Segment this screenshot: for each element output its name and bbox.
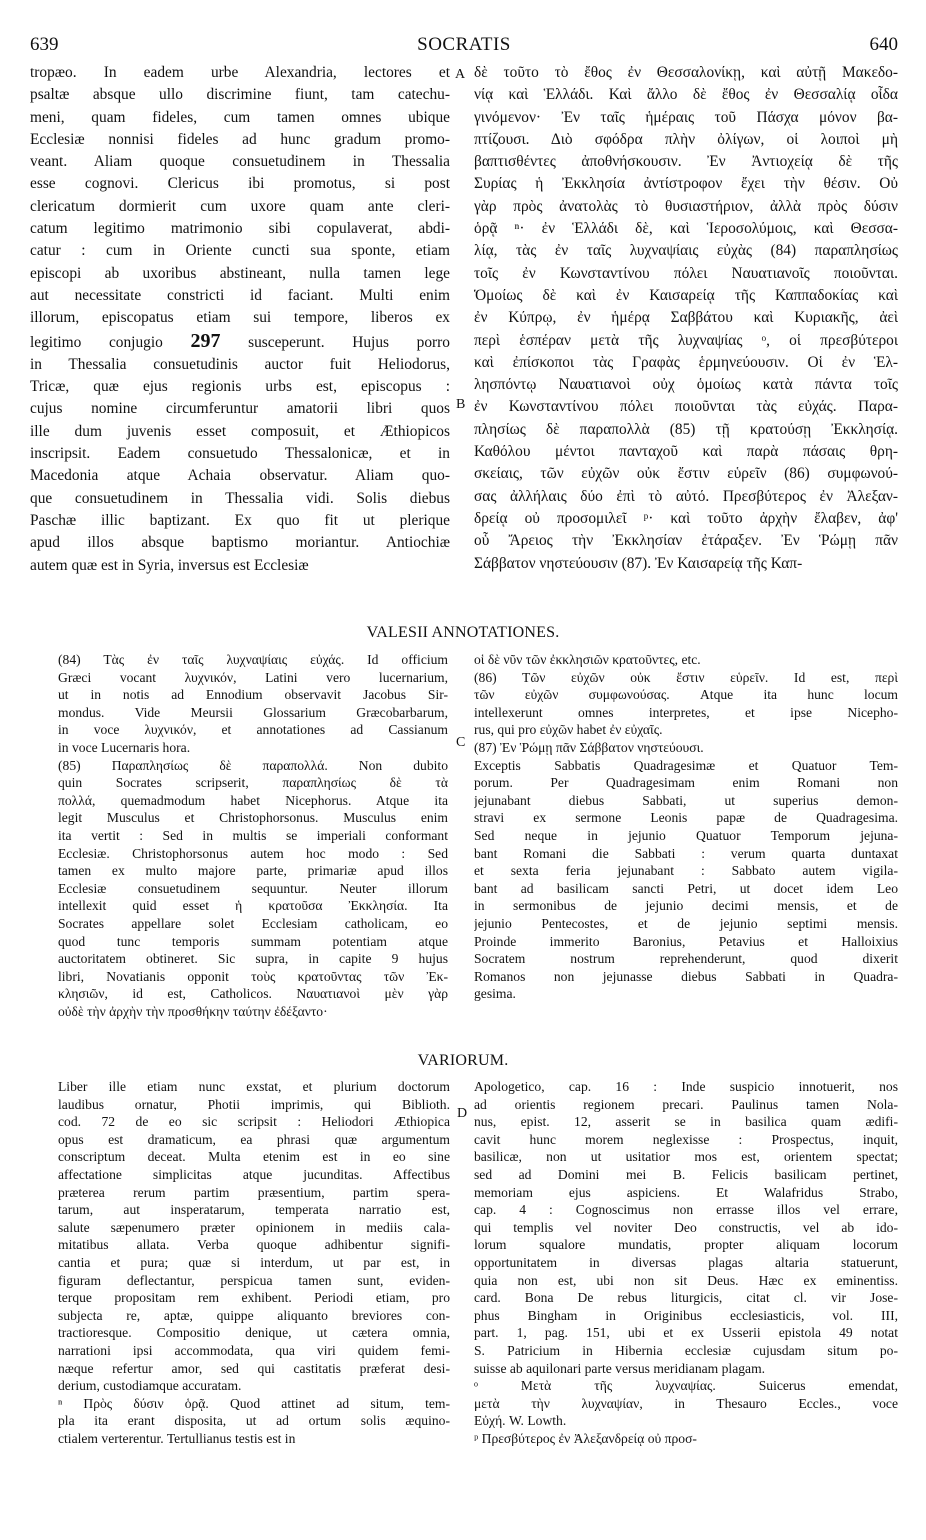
text-line: legitimo conjugio 297 susceperunt. Hujus porro	[30, 329, 450, 352]
text-line: Romanos non jejunasse diebus Sabbati in Quadra-	[474, 968, 898, 984]
text-line: ⁿ Πρὸς δύσιν ὁρᾷ. Quod attinet ad situm, tem-	[58, 1395, 450, 1411]
text-line: οὐδὲ τὴν ἀρχὴν τὴν προσθήκην ταύτην ἐδέξαντο·	[58, 1003, 328, 1019]
text-line: πλησίως δὲ παραπολλὰ (85) τῇ κρατούσῃ Ἐκκλησίᾳ.	[474, 420, 898, 438]
text-line: jejunio Pentecostes, et de jejunio septimi mensis.	[474, 915, 898, 931]
text-line: (84) Τὰς ἐν ταῖς λυχναψίαις εὐχάς. Id officium	[58, 652, 448, 667]
text-line: bant ad basilicam sancti Petri, ut docet idem Leo	[474, 880, 898, 896]
text-line: nus, epist. 12, asserit se in basilica quam ædifi-	[474, 1114, 898, 1130]
text-line: ctialem verterentur. Tertullianus testis est in	[58, 1430, 296, 1446]
text-line: auctoritatem obtineret. Sic supra, in capite 9 hujus	[58, 951, 448, 967]
text-line: basilicæ, non ut usitatior mos est, orientem spectat;	[474, 1149, 898, 1165]
text-line: illorum, episcopatus etiam sui tempore, liberos ex	[30, 309, 450, 327]
text-line: tractioresque. Compositio denique, ut cætera omnia,	[58, 1325, 450, 1341]
text-line: suisse ab aquilonari parte versus meridianam plagam.	[474, 1360, 766, 1376]
text-line: Ecclesiæ consuetudinem sequuntur. Neuter illorum	[58, 880, 448, 896]
text-line: autem quæ est in Syria, inversus est Ecclesiæ	[30, 556, 309, 574]
text-line: cantia et pura; quæ si interdum, ut par est, in	[58, 1254, 450, 1270]
text-line: apud illos absque baptismo moriantur. Antiochiæ	[30, 534, 450, 552]
page-header	[30, 34, 898, 58]
text-line: τῶν εὐχῶν συμφωνούσας. Atque ita hunc locum	[474, 687, 898, 703]
text-line: cap. 4 : Cognoscimus non errasse illos vel errare,	[474, 1202, 898, 1218]
text-line: λησπόντῳ Ναυατιανοὶ οὐχ ὁμοίως κατὰ πάντα τοῖς	[474, 376, 898, 394]
text-line: περὶ ἑσπέραν μετὰ τῆς λυχναψίας ᵒ, οἱ πρεσβύτεροι	[474, 331, 898, 349]
text-line: Σάββατον νηστεύουσιν (87). Ἐν Καισαρείᾳ τῆς Καπ-	[474, 554, 803, 572]
text-line: ita vertit : Sed in multis se imperiali conformant	[58, 827, 448, 843]
text-line: Apologetico, cap. 16 : Inde suspicio innotuerit, nos	[474, 1079, 898, 1094]
text-line: (86) Τῶν εὐχῶν οὐκ ἔστιν εὑρεῖν. Id est, περὶ	[474, 669, 898, 685]
text-line: quin Socrates scripserit, παραπλησίως δὲ τὰ	[58, 775, 448, 791]
text-line: cavit hunc morem neglexisse : Prospectus, inquit,	[474, 1131, 898, 1147]
margin-letter-c: C	[456, 735, 466, 750]
text-line: Paschæ illic baptizant. Ex quo fit ut plerique	[30, 511, 450, 529]
text-line: phus Bingham in Originibus ecclesiasticis, vol. III,	[474, 1307, 898, 1323]
text-line: Macedonia atque Achaia observatur. Aliam quo-	[30, 467, 450, 485]
margin-letter-a: A	[455, 67, 466, 82]
text-line: affectatione simplicitas atque jucunditas. Affectibus	[58, 1166, 450, 1182]
text-line: Ecclesiæ nonnisi fideles ad hunc gradum promo-	[30, 130, 450, 148]
text-line: figuram deflectantur, perspicua tamen sunt, eviden-	[58, 1272, 450, 1288]
text-line: σκείαις, τῶν εὐχῶν οὐκ ἔστιν εὑρεῖν (86) συμφωνού-	[474, 465, 898, 483]
text-line: mondus. Vide Meursii Glossarium Græcobarbarum,	[58, 704, 448, 720]
text-line: conscriptum deceat. Multa etenim est in eo sine	[58, 1149, 450, 1165]
text-line: inscripsit. Eadem consuetudo Thessalonicæ, et in	[30, 445, 450, 463]
text-line: aut necessitate constricti id faciant. Multi enim	[30, 286, 450, 304]
text-line: sed ad Domini mei B. Felicis basilicam pertinet,	[474, 1166, 898, 1182]
text-line: rus, qui pro εὐχῶν habet ἐν εὐχαῖς.	[474, 722, 663, 738]
text-line: qui templis vel noviter Deo constructis, vel ab ido-	[474, 1219, 898, 1235]
text-line: tarum, aut insperatarum, temperata narratio est,	[58, 1202, 450, 1218]
text-line: episcopi ab uxoribus abstineant, nulla tamen lege	[30, 264, 450, 282]
text-line: opus est dramaticum, ea phrasi quæ argumentum	[58, 1131, 450, 1147]
text-line: οἱ δὲ νῦν τῶν ἐκκλησιῶν κρατοῦντες, etc.	[474, 652, 701, 667]
text-line: in Thessalia consuetudinis auctor fuit Heliodorus,	[30, 355, 450, 373]
page-number-right: 640	[869, 34, 898, 55]
text-line: narrationi ipsi accommodata, qua viri quidem femi-	[58, 1342, 450, 1358]
text-line: cod. 72 de eo sic scripsit : Heliodori Æthiopica	[58, 1114, 450, 1130]
valesii-heading: VALESII ANNOTATIONES.	[366, 624, 560, 641]
page-marker-number: 297	[190, 329, 221, 352]
text-line: ille dum juvenis esset composuit, et Æthiopicos	[30, 422, 450, 440]
text-line: Ecclesiæ. Christophorsonus autem hoc modo : Sed	[58, 845, 448, 861]
valesii-notes-left	[58, 651, 448, 1020]
text-line: jejunabant diebus Sabbati, ut superius demon-	[474, 792, 898, 808]
text-line: catur : cum in Oriente cuncti sua sponte, etiam	[30, 242, 450, 260]
text-line: δὲ τοῦτο τὸ ἔθος ἐν Θεσσαλονίκῃ, καὶ αὐτῇ Μακεδο-	[474, 64, 898, 81]
text-line: porum. Per Quadragesimam enim Romani non	[474, 775, 898, 791]
text-line: ad orientis regionem precari. Paulinus tamen Nola-	[474, 1096, 898, 1112]
text-line: πολλά, quemadmodum habet Nicephorus. Atque ita	[58, 792, 448, 808]
text-line: in sermonibus de jejunio decimi mensis, et de	[474, 898, 898, 914]
text-line: γινόμενον· Ἐν ταῖς ἡμέραις τοῦ Πάσχα μόνον βα-	[474, 108, 898, 126]
greek-text-column	[474, 62, 898, 575]
text-line: pla ita erant disposita, ut ad ortum solis æquino-	[58, 1413, 450, 1429]
variorum-heading: VARIORUM.	[417, 1052, 509, 1069]
text-line: cujus nomine circumferuntur amatorii libri quos	[30, 400, 450, 418]
text-line: τοῖς ἐν Κωνσταντίνου πόλει Ναυατιανοῖς ποιοῦνται.	[474, 264, 898, 282]
text-line: card. Bona De rebus liturgicis, citat cl. vir Jose-	[474, 1290, 898, 1306]
text-line: et sexta feria jejunabant : Sabbato autem vigila-	[474, 863, 898, 879]
variorum-notes-left	[58, 1078, 450, 1447]
text-line: part. 1, pag. 151, ubi et ex Usserii epistola 49 notat	[474, 1325, 898, 1341]
text-line: ἐν Κύπρῳ, ἐν ἡμέρᾳ Σαββάτου καὶ Κυριακῆς, ἀεὶ	[474, 309, 898, 327]
text-line: intellexerunt omnes interpretes, et ipse Nicepho-	[474, 704, 898, 720]
running-title: SOCRATIS	[417, 34, 511, 55]
text-line: οὗ Ἄρειος τὴν Ἐκκλησίαν ἐτάραξεν. Ἐν Ῥώμῃ πᾶν	[474, 532, 898, 550]
text-line: mitatibus allata. Verba quoque adhibentur signifi-	[58, 1237, 450, 1253]
text-line: Græci vocant λυχνικόν, Latini vero lucernarium,	[58, 669, 448, 685]
text-line: legit Musculus et Christophorsonus. Musculus enim	[58, 810, 448, 826]
text-line: psaltæ absque ullo discrimine fiunt, tam catechu-	[30, 86, 450, 104]
text-line: præterea rerum partim præsentium, partim spera-	[58, 1184, 450, 1200]
text-line: Socrates appellare solet Ecclesiam catholicam, eo	[58, 915, 448, 931]
text-line: γὰρ πρὸς ἀνατολὰς τὸ θυσιαστήριον, ἀλλὰ πρὸς δύσιν	[474, 197, 898, 215]
text-line: subjecta re, aptæ, quippe aliquanto breviores con-	[58, 1307, 450, 1323]
text-line: quod tunc temporis summam potentiam atque	[58, 933, 448, 949]
text-line: δρείᾳ οὐ προσομιλεῖ ᵖ· καὶ τοῦτο ἀρχὴν ἔλαβεν, ἀφ'	[474, 509, 898, 527]
text-line: clericatum dormierit cum uxore quam ante cleri-	[30, 197, 450, 215]
text-line: laudibus ornatur, Photii imprimis, qui Biblioth.	[58, 1096, 450, 1112]
text-line: derium, custodiamque accuratam.	[58, 1378, 242, 1394]
text-line: opportunitatem in diversas plagas altaria statuerunt,	[474, 1254, 898, 1270]
text-line: σας ἀλλήλαις δύο ἐπὶ τὸ αὐτό. Πρεσβύτερος ἐν Ἀλεξαν-	[474, 487, 898, 505]
text-line: Exceptis Sabbatis Quadragesimæ et Quatuor Tem-	[474, 757, 898, 773]
text-line: ᵒ Μετὰ τῆς λυχναψίας. Suicerus emendat,	[474, 1378, 898, 1394]
text-line: ut in notis ad Ennodium observavit Jacobus Sir-	[58, 687, 448, 703]
margin-letter-b: B	[456, 397, 466, 412]
text-line: πτίζουσι. Διὸ σφόδρα πλὴν ὀλίγων, οἱ λοιποὶ μὴ	[474, 130, 898, 148]
variorum-notes-right	[474, 1078, 898, 1447]
text-line: Καθόλου μέντοι πανταχοῦ καὶ παρὰ πάσαις θρη-	[474, 443, 898, 461]
text-line: næque refertur amor, sed qui castitatis præferat desi-	[58, 1360, 450, 1376]
text-line: tropæo. In eadem urbe Alexandria, lectores et	[30, 64, 450, 81]
text-line: κλησιῶν, id est, Catholicos. Ναυατιανοὶ μὲν γὰρ	[58, 986, 448, 1002]
text-line: veant. Aliam quoque consuetudinem in Thessalia	[30, 153, 450, 171]
valesii-notes-right	[474, 651, 898, 1003]
text-line: ᵖ Πρεσβύτερος ἐν Ἀλεξανδρείᾳ οὐ προσ-	[474, 1430, 697, 1446]
text-line: Εὐχή. W. Lowth.	[474, 1413, 567, 1429]
text-line: stravi ex sermone Leonis papæ de Quadragesima.	[474, 810, 898, 826]
text-line: terque propositam rem exhibent. Periodi etiam, pro	[58, 1290, 450, 1306]
text-line: Proinde immerito Baronius, Petavius et Halloixius	[474, 933, 898, 949]
text-line: salute sæpenumero præter opinionem in mediis cala-	[58, 1219, 450, 1235]
text-line: Sed neque in jejunio Quatuor Temporum jejuna-	[474, 827, 898, 843]
margin-letter-d: D	[457, 1106, 468, 1121]
text-line: ἐν Κωνσταντίνου πόλει ποιοῦνται τὰς εὐχάς. Παρα-	[474, 398, 898, 416]
text-line: Tricæ, quæ ejus regionis urbs est, episcopus :	[30, 378, 450, 396]
page-number-left: 639	[30, 34, 59, 55]
text-line: (85) Παραπλησίως δὲ παραπολλά. Non dubito	[58, 757, 448, 773]
text-line: Ὁμοίως δὲ καὶ ἐν Καισαρείᾳ τῆς Καππαδοκίας καὶ	[474, 286, 898, 304]
text-line: Socratem nostrum reprehenderunt, quod dixerit	[474, 951, 898, 967]
text-line: (87) Ἐν Ῥώμῃ πᾶν Σάββατον νηστεύουσι.	[474, 739, 704, 755]
text-line: S. Patricium in Hibernia ecclesiæ cujusdam situm po-	[474, 1342, 898, 1358]
text-line: meni, quam fideles, cum tamen omnes ubique	[30, 108, 450, 126]
text-line: memoriam ejus aspiciens. Et Walafridus Strabo,	[474, 1184, 898, 1200]
text-line: in voce λυχνικόν, et annotationes ad Cassianum	[58, 722, 448, 738]
text-line: bant Romani die Sabbati : verum quarta duntaxat	[474, 845, 898, 861]
text-line: καὶ ἐπίσκοποι τὰς Γραφὰς ἑρμηνεύουσιν. Οἱ ἐν Ἑλ-	[474, 353, 898, 371]
text-line: Συρίας ἡ Ἐκκλησία ἀντίστροφον ἔχει τὴν θέσιν. Οὐ	[474, 175, 898, 193]
text-line: λίᾳ, τὰς ἐν ταῖς λυχναψίαις εὐχὰς (84) παραπλησίως	[474, 242, 898, 260]
text-line: intellexit quid esset ἡ κρατοῦσα Ἐκκλησία. Ita	[58, 898, 448, 914]
text-line: esse cognovi. Clericus ibi promotus, si post	[30, 175, 450, 193]
text-line: lorum squalore mundatis, propter aliquam locorum	[474, 1237, 898, 1253]
text-line: in voce Lucernaris hora.	[58, 739, 191, 755]
latin-text-column	[30, 62, 450, 577]
text-line: Liber ille etiam nunc exstat, et plurium doctorum	[58, 1079, 450, 1094]
text-line: catum legitimo matrimonio sibi copulaverat, abdi-	[30, 220, 450, 238]
text-line: gesima.	[474, 986, 516, 1002]
text-line: βαπτισθέντες ἀποθνήσκουσιν. Ἐν Ἀντιοχείᾳ δὲ τῆς	[474, 153, 898, 171]
text-line: νίᾳ καὶ Ἑλλάδι. Καὶ ἄλλο δὲ ἔθος ἐν Θεσσαλίᾳ οἶδα	[474, 86, 898, 104]
text-line: libri, Novatianis opponit τοὺς κρατοῦντας τῶν Ἐκ-	[58, 968, 448, 984]
text-line: que consuetudinem in Thessalia vidi. Solis diebus	[30, 489, 450, 507]
text-line: quia non est, ubi non sit Deus. Hæc ex eminentiss.	[474, 1272, 898, 1288]
text-line: ὁρᾷ ⁿ· ἐν Ἑλλάδι δὲ, καὶ Ἱεροσολύμοις, καὶ Θεσσα-	[474, 220, 898, 238]
text-line: μετὰ τὴν λυχναψίαν, in Thesauro Eccles., voce	[474, 1395, 898, 1411]
text-line: tamen ex multo majore parte, primariæ apud illos	[58, 863, 448, 879]
